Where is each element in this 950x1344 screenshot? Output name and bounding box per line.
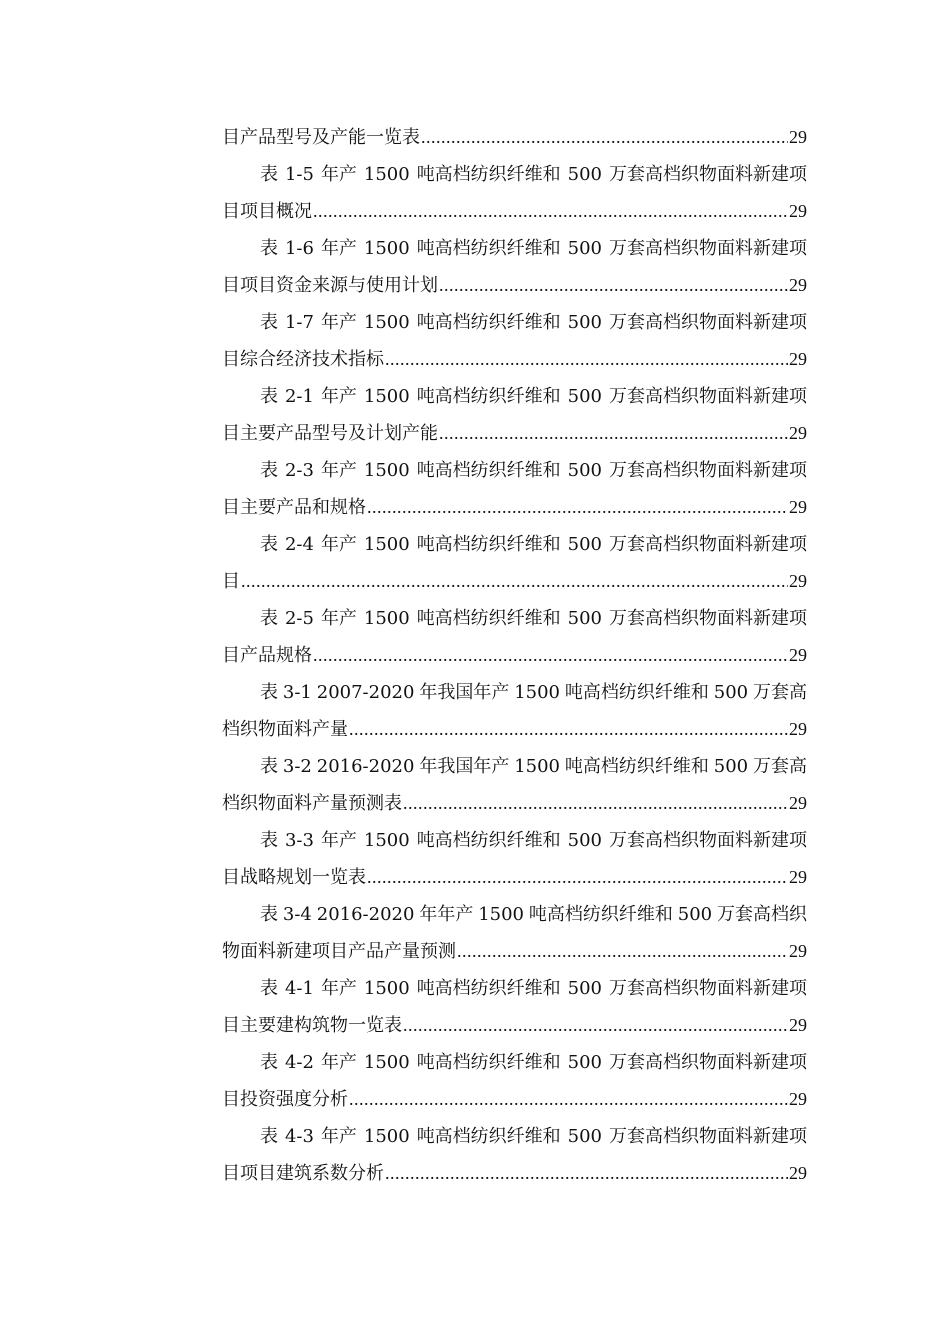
toc-entry-title-token: 年产	[320, 238, 357, 259]
toc-entry-title-token: 表	[260, 1052, 278, 1073]
toc-entry-title-token: 万套高档织物面料新建项	[608, 534, 807, 555]
toc-entry-title-line	[222, 1118, 807, 1155]
toc-entry-title-token: 万套高档织物面料新建项	[608, 164, 807, 185]
toc-entry-title-token: 2-5	[284, 608, 314, 629]
toc-entry-title-token: 吨高档纺织纤维和	[564, 682, 709, 703]
toc-entry-title-token: 年产	[320, 164, 357, 185]
toc-entry-title-token: 吨高档纺织纤维和	[416, 386, 561, 407]
toc-entry-title-token: 年产	[320, 386, 357, 407]
toc-entry-title-continuation: 目主要产品和规格	[222, 497, 366, 518]
toc-entry-title-token: 万套高	[753, 756, 807, 777]
toc-entry-title-token: 表	[260, 682, 278, 703]
toc-entry-title-token: 年产	[320, 312, 357, 333]
toc-entry-title-token: 3-2	[282, 756, 312, 777]
toc-entry-title-token: 年我国年产	[419, 756, 510, 777]
toc-entry-title-token: 年产	[320, 534, 357, 555]
toc-entry-title-continuation: 目	[222, 571, 240, 592]
toc-entry-leader-line	[222, 563, 807, 600]
toc-page-number: 29	[789, 719, 807, 739]
toc-entry-title-token: 1500	[363, 534, 410, 555]
toc-entry-title-continuation: 物面料新建项目产品产量预测	[222, 941, 456, 962]
toc-entry-leader-line	[222, 119, 807, 156]
dot-leader	[439, 267, 788, 304]
toc-entry-title-token: 吨高档纺织纤维和	[416, 1052, 561, 1073]
toc-entry-title-token: 表	[260, 534, 278, 555]
toc-entry-title-token: 吨高档纺织纤维和	[416, 238, 561, 259]
toc-entry-title-token: 1-6	[284, 238, 314, 259]
toc-entry-title-token: 年产	[320, 1126, 357, 1147]
toc-entry-leader-line	[222, 1007, 807, 1044]
toc-entry-title-token: 表	[260, 978, 278, 999]
toc-entry-title-token: 表	[260, 1126, 278, 1147]
toc-entry-title-token: 500	[567, 978, 603, 999]
toc-entry-title-token: 2016-2020	[316, 904, 415, 925]
toc-entry-title-token: 500	[567, 830, 603, 851]
dot-leader	[385, 341, 788, 378]
toc-entry-title-token: 表	[260, 756, 278, 777]
toc-entry-title-token: 500	[567, 460, 603, 481]
toc-entry-title-token: 万套高档织物面料新建项	[608, 978, 807, 999]
toc-entry-title-token: 1500	[363, 460, 410, 481]
toc-entry-title-token: 500	[713, 756, 749, 777]
toc-page-number: 29	[789, 1163, 807, 1183]
toc-entry-title-line	[222, 896, 807, 933]
toc-entry-title-continuation: 目投资强度分析	[222, 1089, 348, 1110]
toc-entry[interactable]	[222, 970, 807, 1044]
dot-leader	[313, 193, 788, 230]
toc-entry-title-token: 500	[567, 1052, 603, 1073]
toc-entry-title-token: 2-4	[284, 534, 314, 555]
toc-entry-title-token: 万套高档织物面料新建项	[608, 1126, 807, 1147]
toc-entry-title-token: 年我国年产	[419, 682, 510, 703]
toc-entry-title-token: 表	[260, 164, 278, 185]
toc-entry-title-token: 2007-2020	[316, 682, 415, 703]
toc-entry-leader-line	[222, 341, 807, 378]
toc-entry-title-line	[222, 230, 807, 267]
toc-entry-title-line	[222, 970, 807, 1007]
toc-entry-title-token: 2016-2020	[316, 756, 415, 777]
toc-page-number: 29	[789, 423, 807, 443]
toc-entry[interactable]	[222, 600, 807, 674]
dot-leader	[349, 711, 788, 748]
toc-entry-title-token: 万套高档织物面料新建项	[608, 238, 807, 259]
toc-entry-title-token: 表	[260, 608, 278, 629]
toc-entry-title-token: 万套高档织	[717, 904, 807, 925]
toc-entry-title-token: 4-1	[284, 978, 314, 999]
dot-leader	[367, 859, 788, 896]
toc-entry-title-token: 吨高档纺织纤维和	[416, 460, 561, 481]
toc-page-number: 29	[789, 349, 807, 369]
toc-entry-leader-line	[222, 489, 807, 526]
dot-leader	[421, 119, 788, 156]
toc-entry[interactable]	[222, 1044, 807, 1118]
toc-entry-title-token: 1500	[363, 238, 410, 259]
toc-entry-title-token: 1500	[363, 1052, 410, 1073]
toc-entry[interactable]	[222, 896, 807, 970]
toc-page-number: 29	[789, 571, 807, 591]
toc-entry-title-token: 3-4	[282, 904, 312, 925]
toc-entry-title-token: 表	[260, 238, 278, 259]
toc-entry[interactable]	[222, 378, 807, 452]
toc-entry-title-token: 1-5	[284, 164, 314, 185]
toc-entry-title-token: 吨高档纺织纤维和	[564, 756, 709, 777]
dot-leader	[385, 1155, 788, 1192]
toc-entry-title-token: 年产	[320, 978, 357, 999]
toc-entry-title-token: 4-3	[284, 1126, 314, 1147]
toc-entry-title-token: 1500	[363, 312, 410, 333]
toc-entry-title-token: 1500	[363, 164, 410, 185]
toc-entry[interactable]	[222, 119, 807, 156]
toc-entry[interactable]	[222, 674, 807, 748]
toc-entry-title-line	[222, 1044, 807, 1081]
toc-entry-title-continuation: 目项目资金来源与使用计划	[222, 275, 438, 296]
toc-entry-leader-line	[222, 193, 807, 230]
toc-entry-title-token: 500	[567, 608, 603, 629]
toc-page-number: 29	[789, 941, 807, 961]
toc-entry-title-token: 1500	[514, 682, 561, 703]
toc-entry-title-continuation: 目综合经济技术指标	[222, 349, 384, 370]
toc-entry-title-token: 表	[260, 830, 278, 851]
toc-entry-title-token: 500	[677, 904, 713, 925]
toc-page-number: 29	[789, 275, 807, 295]
toc-entry-leader-line	[222, 1155, 807, 1192]
toc-entry-title-line	[222, 156, 807, 193]
toc-entry[interactable]	[222, 452, 807, 526]
toc-entry-title-continuation: 目主要建构筑物一览表	[222, 1015, 402, 1036]
toc-entry-title-token: 吨高档纺织纤维和	[416, 1126, 561, 1147]
toc-entry-title-token: 1500	[363, 830, 410, 851]
toc-entry-title-continuation: 档织物面料产量	[222, 719, 348, 740]
toc-entry-title-token: 4-2	[284, 1052, 314, 1073]
toc-entry-title-token: 1-7	[284, 312, 314, 333]
toc-entry-leader-line	[222, 267, 807, 304]
toc-entry-title-token: 3-1	[282, 682, 312, 703]
toc-entry-title-token: 1500	[363, 978, 410, 999]
toc-entry-title-line	[222, 748, 807, 785]
toc-page-number: 29	[789, 1015, 807, 1035]
toc-entry-leader-line	[222, 785, 807, 822]
toc-entry-title-token: 吨高档纺织纤维和	[416, 164, 561, 185]
toc-entry-title-token: 2-1	[284, 386, 314, 407]
toc-entry-leader-line	[222, 1081, 807, 1118]
toc-entry-title-token: 万套高档织物面料新建项	[608, 312, 807, 333]
toc-entry-title-token: 吨高档纺织纤维和	[416, 830, 561, 851]
toc-entry-title-token: 表	[260, 386, 278, 407]
toc-entry-title-continuation: 目主要产品型号及计划产能	[222, 423, 438, 444]
dot-leader	[457, 933, 788, 970]
toc-entry-title-token: 500	[567, 164, 603, 185]
toc-entry-title-token: 500	[567, 534, 603, 555]
toc-entry[interactable]	[222, 748, 807, 822]
toc-entry-title-token: 1500	[363, 386, 410, 407]
toc-entry-leader-line	[222, 637, 807, 674]
toc-entry[interactable]	[222, 230, 807, 304]
toc-entry-title-token: 500	[567, 238, 603, 259]
toc-entry[interactable]	[222, 156, 807, 230]
dot-leader	[403, 785, 788, 822]
dot-leader	[241, 563, 788, 600]
toc-entry-title-token: 年产	[320, 830, 357, 851]
toc-entry-title-token: 万套高档织物面料新建项	[608, 1052, 807, 1073]
toc-entry[interactable]	[222, 526, 807, 600]
toc-entry-title-line	[222, 378, 807, 415]
dot-leader	[349, 1081, 788, 1118]
toc-entry-title-continuation: 目产品规格	[222, 645, 312, 666]
toc-entry-title-token: 1500	[363, 1126, 410, 1147]
toc-entry-title-token: 500	[567, 1126, 603, 1147]
toc-entry-title-token: 吨高档纺织纤维和	[416, 312, 561, 333]
toc-entry-title-token: 万套高档织物面料新建项	[608, 460, 807, 481]
dot-leader	[403, 1007, 788, 1044]
dot-leader	[439, 415, 788, 452]
toc-entry-title-continuation: 档织物面料产量预测表	[222, 793, 402, 814]
toc-entry-title-token: 500	[713, 682, 749, 703]
toc-entry-title-token: 年产	[320, 608, 357, 629]
toc-page-number: 29	[789, 793, 807, 813]
toc-page-number: 29	[789, 645, 807, 665]
toc-entry-title-token: 吨高档纺织纤维和	[416, 534, 561, 555]
toc-entry-title-token: 1500	[478, 904, 525, 925]
toc-entry[interactable]	[222, 1118, 807, 1192]
toc-entry-title-line	[222, 600, 807, 637]
toc-entry-leader-line	[222, 859, 807, 896]
toc-entry-title-line	[222, 822, 807, 859]
toc-entry-title-token: 500	[567, 386, 603, 407]
toc-entry-title-token: 吨高档纺织纤维和	[416, 978, 561, 999]
toc-entry-title-token: 年产	[320, 1052, 357, 1073]
toc-entry-title-token: 表	[260, 904, 278, 925]
toc-entry-title-token: 吨高档纺织纤维和	[416, 608, 561, 629]
toc-entry-title-line	[222, 526, 807, 563]
toc-entry-title-token: 吨高档纺织纤维和	[528, 904, 673, 925]
toc-page-number: 29	[789, 867, 807, 887]
toc-list	[222, 119, 807, 1192]
toc-entry-title-token: 1500	[514, 756, 561, 777]
toc-entry-title-continuation: 目项目概况	[222, 201, 312, 222]
toc-page-number: 29	[789, 127, 807, 147]
toc-entry-title-token: 万套高档织物面料新建项	[608, 608, 807, 629]
toc-entry-title-continuation: 目项目建筑系数分析	[222, 1163, 384, 1184]
toc-entry-leader-line	[222, 415, 807, 452]
toc-entry-title-continuation: 目产品型号及产能一览表	[222, 127, 420, 148]
toc-entry-leader-line	[222, 933, 807, 970]
toc-entry-title-token: 万套高档织物面料新建项	[608, 386, 807, 407]
toc-page-number: 29	[789, 497, 807, 517]
toc-page-number: 29	[789, 1089, 807, 1109]
toc-entry-title-token: 表	[260, 460, 278, 481]
toc-entry-title-line	[222, 674, 807, 711]
toc-entry-title-token: 万套高	[753, 682, 807, 703]
toc-entry-title-token: 3-3	[284, 830, 314, 851]
toc-entry-title-line	[222, 304, 807, 341]
toc-entry-title-token: 500	[567, 312, 603, 333]
toc-entry-title-token: 1500	[363, 608, 410, 629]
toc-entry-title-token: 年产	[320, 460, 357, 481]
dot-leader	[313, 637, 788, 674]
toc-entry-title-token: 表	[260, 312, 278, 333]
toc-page-number: 29	[789, 201, 807, 221]
toc-entry-title-token: 万套高档织物面料新建项	[608, 830, 807, 851]
dot-leader	[367, 489, 788, 526]
toc-entry-title-continuation: 目战略规划一览表	[222, 867, 366, 888]
toc-entry-title-token: 年年产	[419, 904, 474, 925]
toc-entry[interactable]	[222, 822, 807, 896]
toc-entry-title-line	[222, 452, 807, 489]
toc-entry-title-token: 2-3	[284, 460, 314, 481]
toc-entry-leader-line	[222, 711, 807, 748]
toc-entry[interactable]	[222, 304, 807, 378]
